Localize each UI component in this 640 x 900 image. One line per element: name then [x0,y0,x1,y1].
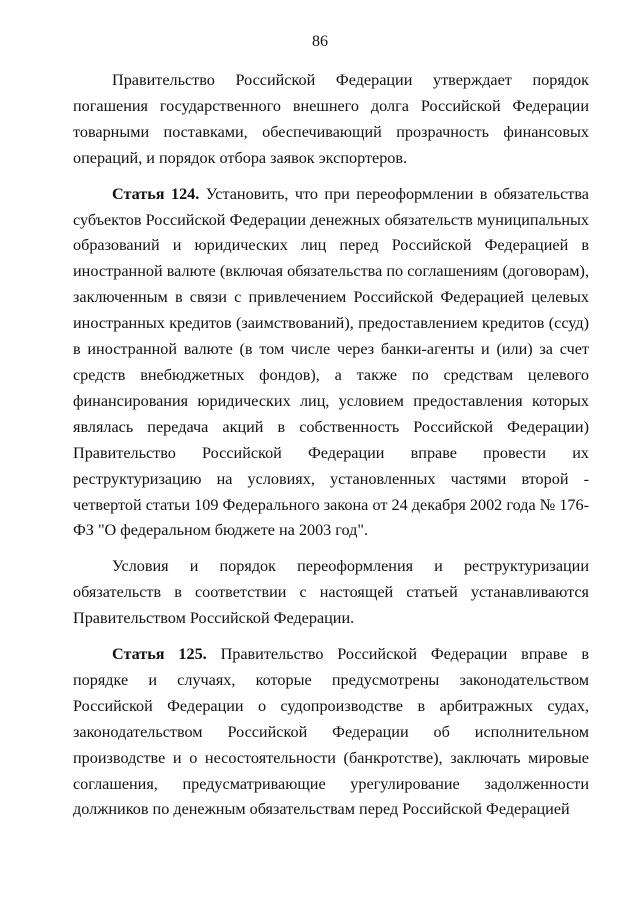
paragraph-article-124 [73,182,589,545]
page-body [73,68,589,823]
article-125-heading: Статья 125. [112,645,207,664]
paragraph-text: Установить, что при переоформлении в обязательства субъектов Российской Федерации денежных обязательств муниципальных образований и юридических лиц перед Российской Федерацией в иностранной валюте (включая обязательства по соглашениям (договорам), заключенным в связи с привлечением Российской Федерацией целевых иностранных кредитов (заимствований), предоставлением кредитов (ссуд) в иностранной валюте (в том числе через банки-агенты и (или) за счет средств внебюджетных фондов), а также по средствам целевого финансирования юридических лиц, условием предоставления которых являлась передача акций в собственность Российской Федерации) Правительство Российской Федерации вправе провести их реструктуризацию на условиях, установленных частями второй - четвертой статьи 109 Федерального закона от 24 декабря 2002 года № 176-ФЗ "О федеральном бюджете на 2003 год". [73,184,589,540]
paragraph-text: Правительство Российской Федерации утверждает порядок погашения государственного внешнего долга Российской Федерации товарными поставками, обеспечивающий прозрачность финансовых операций, и порядок отбора заявок экспортеров. [73,71,589,167]
paragraph-conditions [73,554,589,632]
article-124-heading: Статья 124. [112,184,200,203]
paragraph-government-repayment [73,68,589,172]
paragraph-article-125 [73,642,589,823]
paragraph-text: Правительство Российской Федерации вправе в порядке и случаях, которые предусмотрены законодательством Российской Федерации о судопроизводстве в арбитражных судах, законодательством Российской Федерации об исполнительном производстве и о несостоятельности (банкротстве), заключать мировые соглашения, предусматривающие урегулирование задолженности должников по денежным обязательствам перед Российской Федерацией [73,645,589,819]
page-number: 86 [312,33,328,50]
paragraph-text: Условия и порядок переоформления и реструктуризации обязательств в соответствии с настоящей статьей устанавливаются Правительством Российской Федерации. [73,557,589,628]
